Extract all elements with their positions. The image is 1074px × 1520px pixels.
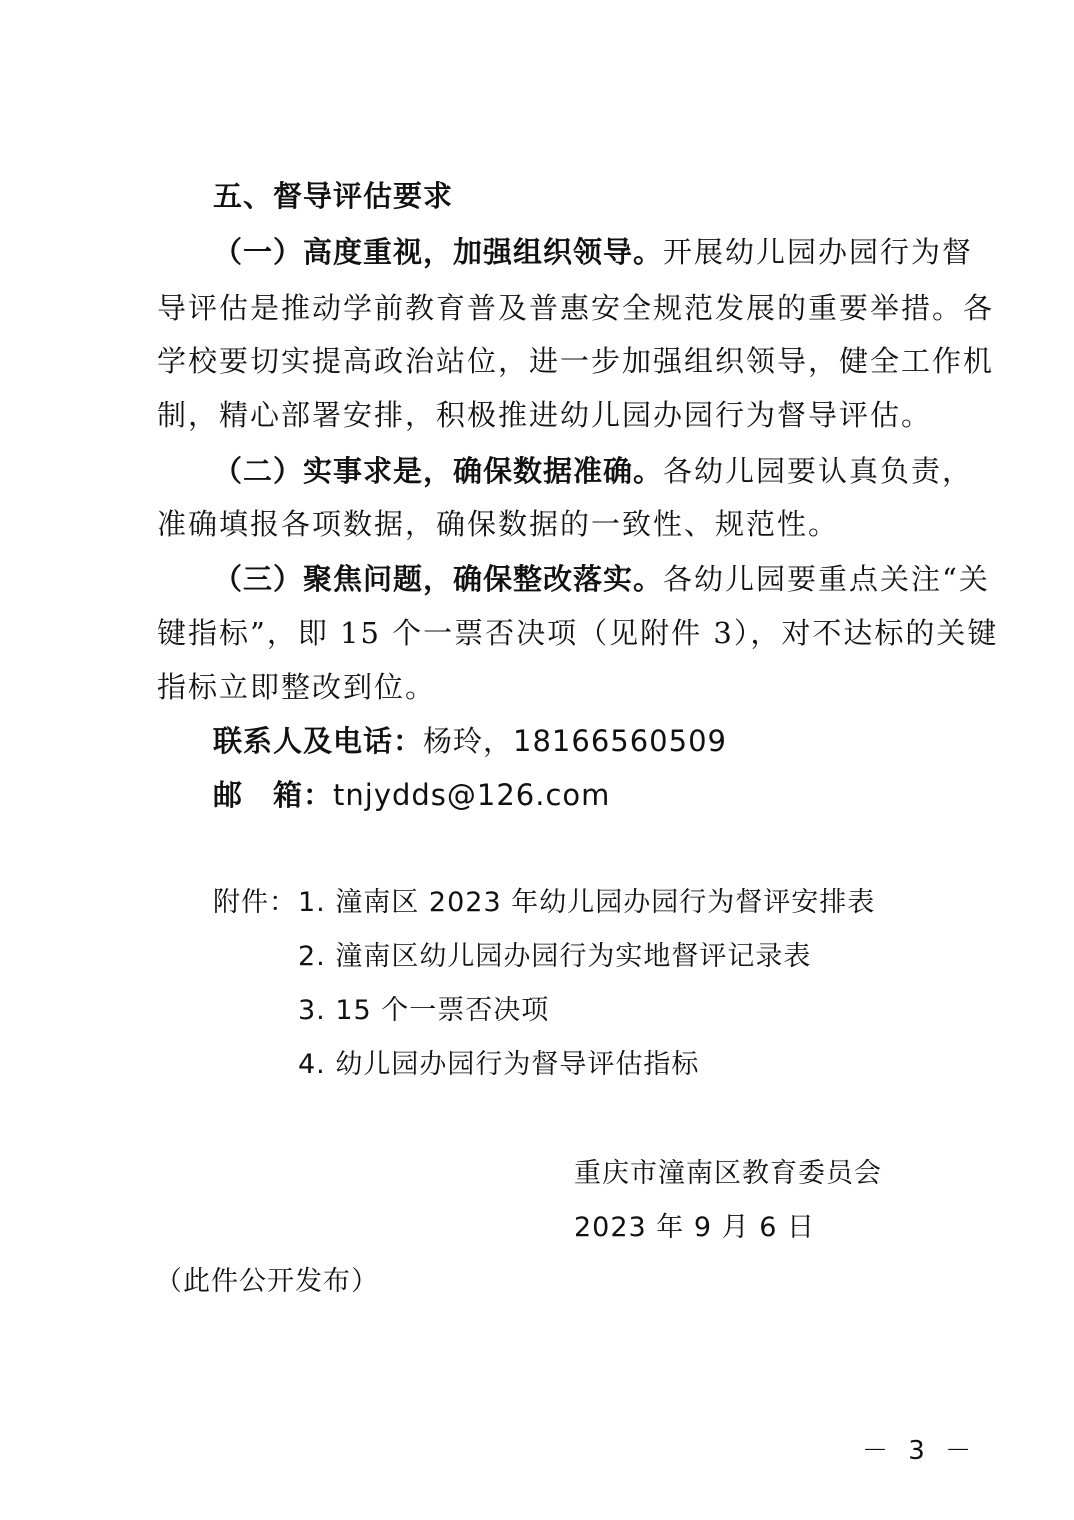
para1-line4: 制，精心部署安排，积极推进幼儿园办园行为督导评估。 <box>157 398 933 432</box>
para1-line1 <box>213 232 973 272</box>
para3-line2: 键指标”，即 15 个一票否决项（见附件 3），对不达标的关键 <box>157 616 999 650</box>
attachment-item-4: 4. 幼儿园办园行为督导评估指标 <box>298 1049 700 1080</box>
para1-lead: （一）高度重视，加强组织领导。 <box>213 235 664 269</box>
section-heading: 五、督导评估要求 <box>213 179 454 213</box>
para3-line1-text: 各幼儿园要重点关注“关 <box>663 562 990 596</box>
para2-line1-text: 各幼儿园要认真负责， <box>663 454 974 488</box>
email-label: 邮 箱： <box>213 778 334 812</box>
para1-line2: 导评估是推动学前教育普及普惠安全规范发展的重要举措。各 <box>157 291 995 325</box>
disclosure-note: （此件公开发布） <box>155 1266 379 1297</box>
signature-org: 重庆市潼南区教育委员会 <box>574 1158 882 1189</box>
para2-line2: 准确填报各项数据，确保数据的一致性、规范性。 <box>157 507 840 541</box>
para2-lead: （二）实事求是，确保数据准确。 <box>213 454 664 488</box>
contact-label: 联系人及电话： <box>213 724 424 758</box>
email-value: tnjydds@126.com <box>333 778 611 812</box>
attachment-item-2: 2. 潼南区幼儿园办园行为实地督评记录表 <box>298 941 812 972</box>
contact-value: 杨玲，18166560509 <box>423 724 727 758</box>
attachment-item-1: 1. 潼南区 2023 年幼儿园办园行为督评安排表 <box>298 887 876 918</box>
attachment-item-3: 3. 15 个一票否决项 <box>298 995 550 1026</box>
signature-date: 2023 年 9 月 6 日 <box>574 1212 815 1243</box>
para3-line3: 指标立即整改到位。 <box>157 670 437 704</box>
para1-line3: 学校要切实提高政治站位，进一步加强组织领导，健全工作机 <box>157 344 995 378</box>
para3-line1 <box>213 559 990 599</box>
email-line <box>213 775 610 815</box>
page-number: － 3 － <box>862 1436 978 1466</box>
attachments-label: 附件： <box>213 887 297 918</box>
para2-line1 <box>213 451 973 491</box>
para1-line1-text: 开展幼儿园办园行为督 <box>663 235 974 269</box>
para3-lead: （三）聚焦问题，确保整改落实。 <box>213 562 664 596</box>
contact-line <box>213 721 727 761</box>
